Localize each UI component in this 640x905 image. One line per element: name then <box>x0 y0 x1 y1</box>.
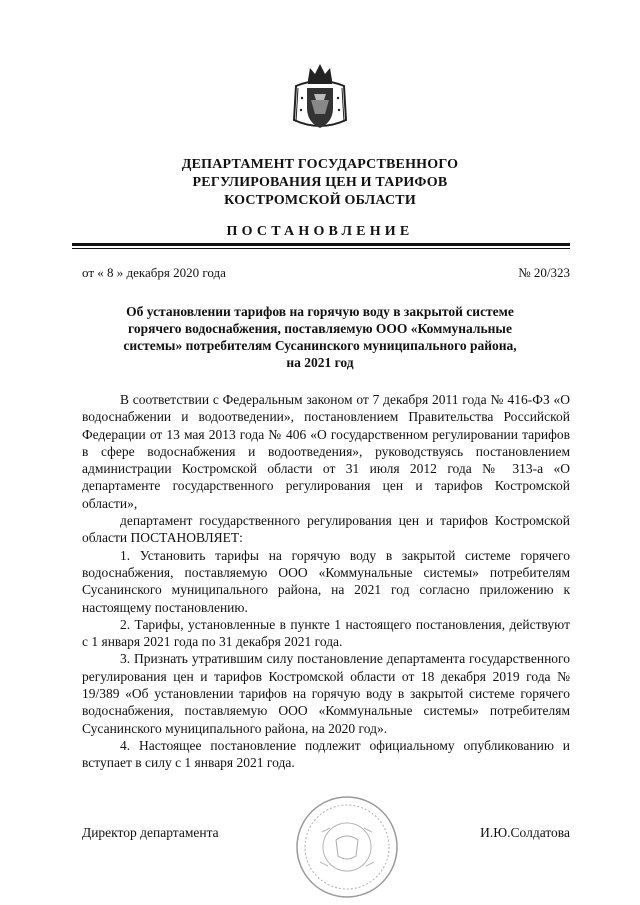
signatory-position: Директор департамента <box>82 825 219 840</box>
body-paragraph-item-2: 2. Тарифы, установленные в пункте 1 настоящего постановления, действуют с 1 января 2021 года по 31 декабря 2021 года. <box>82 616 570 650</box>
document-date: от « 8 » декабря 2020 года <box>82 265 226 280</box>
subject-line-3: системы» потребителям Сусанинского муниципального района, <box>123 338 517 353</box>
subject-line-1: Об установлении тарифов на горячую воду в закрытой системе <box>126 304 514 319</box>
subject-line-2: горячего водоснабжения, поставляемую ООО «Коммунальные <box>128 321 512 336</box>
department-name <box>100 156 540 210</box>
official-seal-icon <box>292 792 402 902</box>
body-paragraph-preamble: В соответствии с Федеральным законом от 7 декабря 2011 года № 416-ФЗ «О водоснабжении и водоотведении», постановлением Правительства Российской Федерации от 13 мая 2013 года № 406 «О государственном регулировании тарифов в сфере водоснабжения и водоотведения», руководствуясь постановлением администрации Костромской области от 31 июля 2012 года № 313-а «О департаменте государственного регулирования цен и тарифов Костромской области», <box>82 392 570 511</box>
document-type-title: ПОСТАНОВЛЕНИЕ <box>226 224 414 239</box>
header-divider-thick <box>72 243 570 246</box>
body-paragraph-item-3: 3. Признать утратившим силу постановление департамента государственного регулирования цен и тарифов Костромской области от 18 декабря 2019 года № 19/389 «Об установлении тарифов на горячую воду в закрытой системе горячего водоснабжения, поставляемую ООО «Коммунальные системы» потребителям Сусанинского муниципального района, на 2020 год». <box>82 651 570 736</box>
department-line-1: ДЕПАРТАМЕНТ ГОСУДАРСТВЕННОГО <box>181 157 459 172</box>
document-number: № 20/323 <box>518 265 570 280</box>
subject-line-4: на 2021 год <box>286 355 354 370</box>
signatory-name: И.Ю.Солдатова <box>480 825 570 840</box>
header-divider-thin <box>72 248 570 249</box>
body-paragraph-item-4: 4. Настоящее постановление подлежит официальному опубликованию и вступает в силу с 1 января 2021 года. <box>82 737 570 771</box>
department-line-3: КОСТРОМСКОЙ ОБЛАСТИ <box>224 193 416 208</box>
document-body <box>82 391 570 772</box>
department-line-2: РЕГУЛИРОВАНИЯ ЦЕН И ТАРИФОВ <box>192 175 448 190</box>
coat-of-arms-icon <box>290 58 350 138</box>
body-paragraph-item-1: 1. Установить тарифы на горячую воду в закрытой системе горячего водоснабжения, поставляемую ООО «Коммунальные системы» потребителям Сусанинского муниципального района, на 2021 год согласно приложению к настоящему постановлению. <box>82 547 570 615</box>
document-subject <box>90 303 550 371</box>
body-paragraph-resolves: департамент государственного регулирования цен и тарифов Костромской области ПОСТАНОВЛЯЕТ: <box>82 513 570 546</box>
